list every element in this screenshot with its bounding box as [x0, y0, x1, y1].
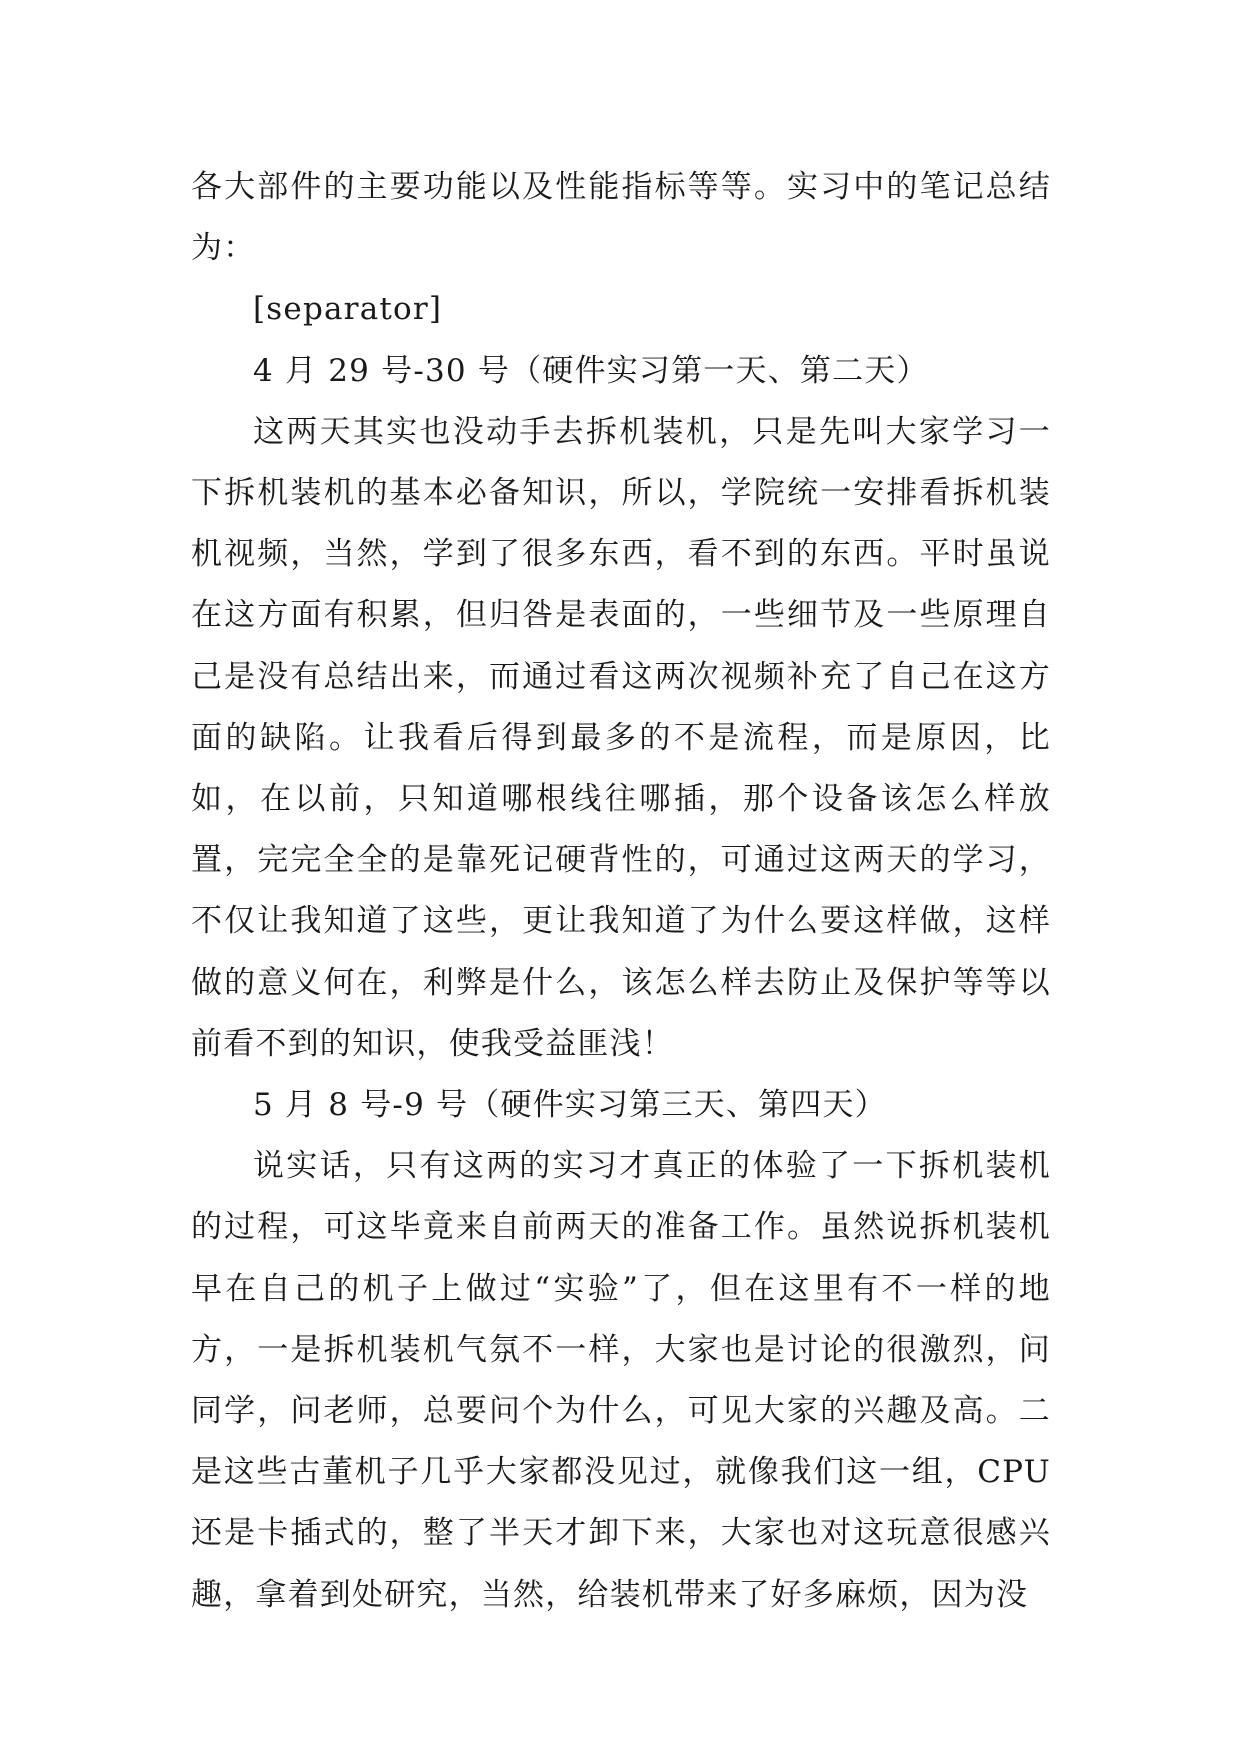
intro-paragraph: 各大部件的主要功能以及性能指标等等。实习中的笔记总结为：	[191, 169, 1051, 267]
section-heading-day-3-4: 5 月 8 号-9 号（硬件实习第三天、第四天）	[253, 1087, 887, 1124]
section-heading-day-1-2: 4 月 29 号-30 号（硬件实习第一天、第二天）	[253, 352, 929, 389]
document-body	[191, 157, 1051, 1626]
separator-marker: [separator]	[253, 291, 443, 328]
body-paragraph-day-3-4: 说实话，只有这两的实习才真正的体验了一下拆机装机的过程，可这毕竟来自前两天的准备工作。虽然说拆机装机早在自己的机子上做过“实验”了，但在这里有不一样的地方，一是拆机装机气氛不一样，大家也是讨论的很激烈，问同学，问老师，总要问个为什么，可见大家的兴趣及高。二是这些古董机子几乎大家都没见过，就像我们这一组，CPU 还是卡插式的，整了半天才卸下来，大家也对这玩意很感兴趣，拿着到处研究，当然，给装机带来了好多麻烦，因为没	[191, 1148, 1051, 1613]
body-paragraph-day-1-2: 这两天其实也没动手去拆机装机，只是先叫大家学习一下拆机装机的基本必备知识，所以，学院统一安排看拆机装机视频，当然，学到了很多东西，看不到的东西。平时虽说在这方面有积累，但归咎是表面的，一些细节及一些原理自己是没有总结出来，而通过看这两次视频补充了自己在这方面的缺陷。让我看后得到最多的不是流程，而是原因，比如，在以前，只知道哪根线往哪插，那个设备该怎么样放置，完完全全的是靠死记硬背性的，可通过这两天的学习，不仅让我知道了这些，更让我知道了为什么要这样做，这样做的意义何在，利弊是什么，该怎么样去防止及保护等等以前看不到的知识，使我受益匪浅！	[191, 413, 1051, 1062]
